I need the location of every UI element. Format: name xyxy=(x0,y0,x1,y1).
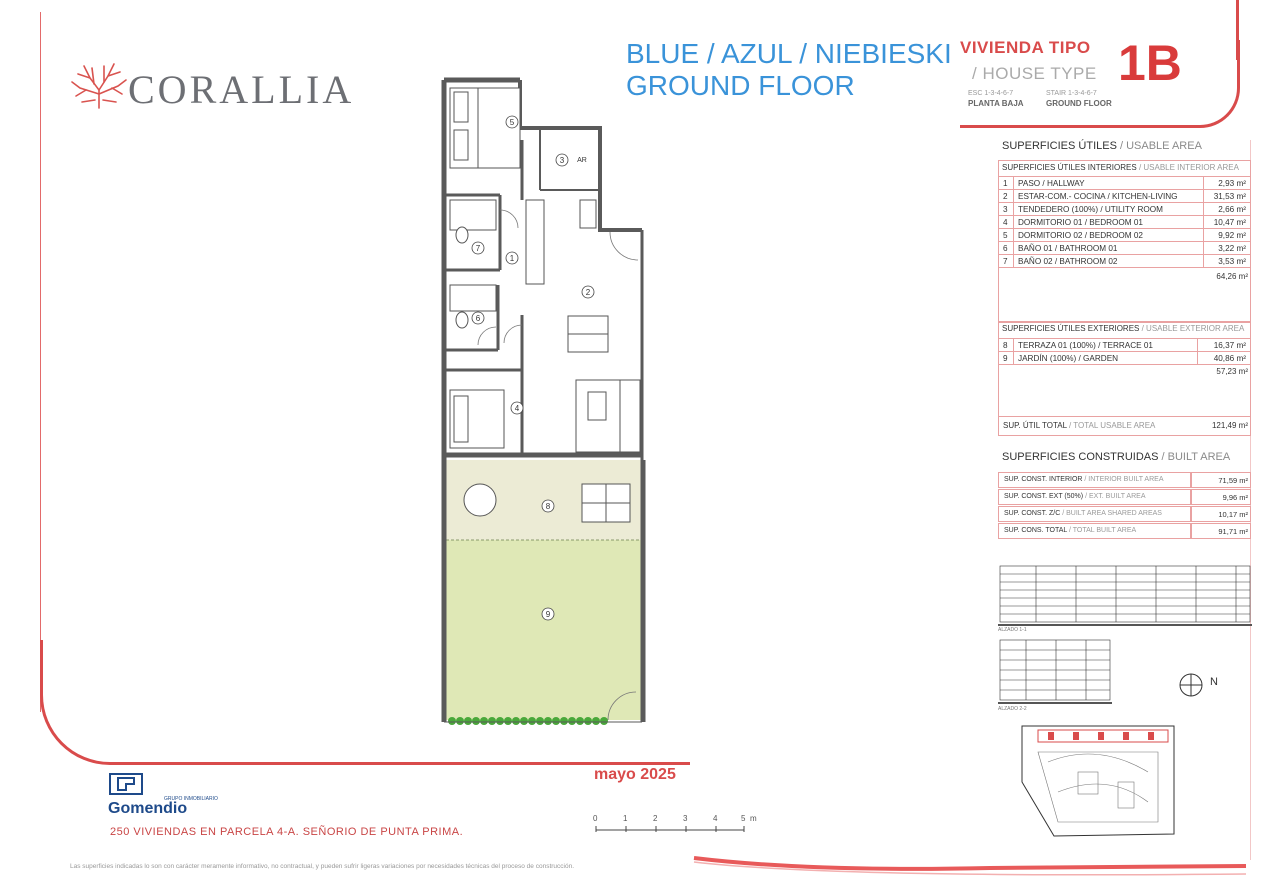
built-row-label-en: / TOTAL BUILT AREA xyxy=(1068,527,1137,534)
interior-row-value: 2,93 m² xyxy=(1204,177,1251,190)
room-5-label: 5 xyxy=(509,118,515,127)
coral-logo-icon xyxy=(70,60,128,110)
interior-row-value: 9,92 m² xyxy=(1204,229,1251,242)
footer-swoosh xyxy=(690,852,1250,880)
exterior-row-value: 16,37 m² xyxy=(1198,339,1251,352)
built-row-value: 91,71 m² xyxy=(1218,527,1248,536)
elevation-a-label: ALZADO 1-1 xyxy=(998,627,1027,633)
usable-heading: SUPERFICIES ÚTILES / USABLE AREA xyxy=(1002,140,1202,152)
interior-row-label: TENDEDERO (100%) / UTILITY ROOM xyxy=(1014,203,1204,216)
built-row-label xyxy=(1004,510,1162,517)
developer-name: Gomendio xyxy=(108,800,188,817)
site-plan xyxy=(1018,722,1178,840)
title-line-2: GROUND FLOOR xyxy=(626,70,855,101)
interior-row xyxy=(999,216,1251,229)
room-8-label: 8 xyxy=(545,502,551,511)
garden-area xyxy=(446,540,642,720)
interior-total: 64,26 m² xyxy=(1216,272,1248,281)
exterior-divider xyxy=(998,321,1251,323)
floor-es: PLANTA BAJA xyxy=(968,99,1024,108)
gomendio-logo-icon xyxy=(108,772,144,796)
scale-4: 4 xyxy=(713,814,718,823)
stair-en: STAIR 1-3-4-6-7 xyxy=(1046,90,1097,97)
room-6-label: 6 xyxy=(475,314,481,323)
built-row-label-es: SUP. CONST. Z/C xyxy=(1004,510,1061,517)
exterior-row xyxy=(999,352,1251,365)
interior-row-label: PASO / HALLWAY xyxy=(1014,177,1204,190)
floor-en: GROUND FLOOR xyxy=(1046,99,1112,108)
interior-row-number: 3 xyxy=(999,203,1014,216)
house-type-code: 1B xyxy=(1118,35,1182,91)
scale-bar xyxy=(594,822,754,834)
built-row-value: 71,59 m² xyxy=(1218,476,1248,485)
exterior-heading: SUPERFICIES ÚTILES EXTERIORES / USABLE EXTERIOR AREA xyxy=(1002,324,1245,333)
interior-row-value: 10,47 m² xyxy=(1204,216,1251,229)
interior-row-number: 4 xyxy=(999,216,1014,229)
issue-date: mayo 2025 xyxy=(594,766,676,783)
interior-row xyxy=(999,203,1251,216)
interior-row-number: 6 xyxy=(999,242,1014,255)
built-row-label-es: SUP. CONST. INTERIOR xyxy=(1004,476,1083,483)
built-row-label xyxy=(1004,527,1136,534)
brand-name: CORALLIA xyxy=(128,67,355,112)
built-row-value: 10,17 m² xyxy=(1218,510,1248,519)
north-label: N xyxy=(1210,676,1218,688)
interior-row-number: 5 xyxy=(999,229,1014,242)
interior-row xyxy=(999,177,1251,190)
interior-row xyxy=(999,190,1251,203)
built-row-label-en: / EXT. BUILT AREA xyxy=(1085,493,1146,500)
floor-plan xyxy=(440,76,650,736)
interior-heading: SUPERFICIES ÚTILES INTERIORES / USABLE INTERIOR AREA xyxy=(1002,163,1239,172)
north-arrow-icon xyxy=(1178,672,1206,700)
scale-1: 1 xyxy=(623,814,628,823)
usable-total-label: SUP. ÚTIL TOTAL / TOTAL USABLE AREA xyxy=(1003,421,1156,430)
built-row-value: 9,96 m² xyxy=(1222,493,1248,502)
interior-row xyxy=(999,255,1251,268)
interior-row-number: 7 xyxy=(999,255,1014,268)
exterior-row-number: 8 xyxy=(999,339,1014,352)
frame-curve-bottom-left xyxy=(40,640,340,765)
exterior-row-number: 9 xyxy=(999,352,1014,365)
built-row-label-es: SUP. CONST. EXT (50%) xyxy=(1004,493,1084,500)
ar-label: AR xyxy=(577,157,587,164)
house-type-es: VIVIENDA TIPO xyxy=(960,38,1091,57)
exterior-total: 57,23 m² xyxy=(1216,367,1248,376)
built-row-label xyxy=(1004,493,1146,500)
project-name: 250 VIVIENDAS EN PARCELA 4-A. SEÑORIO DE PUNTA PRIMA. xyxy=(110,826,464,838)
frame-line-left xyxy=(40,12,41,712)
exterior-row-label: JARDÍN (100%) / GARDEN xyxy=(1014,352,1198,365)
interior-row xyxy=(999,229,1251,242)
interior-row-value: 3,53 m² xyxy=(1204,255,1251,268)
interior-row-number: 1 xyxy=(999,177,1014,190)
interior-row-number: 2 xyxy=(999,190,1014,203)
scale-unit: m xyxy=(750,814,757,823)
room-9-label: 9 xyxy=(545,610,551,619)
built-row-label-en: / BUILT AREA SHARED AREAS xyxy=(1062,510,1162,517)
interior-row-label: DORMITORIO 01 / BEDROOM 01 xyxy=(1014,216,1204,229)
interior-row-value: 31,53 m² xyxy=(1204,190,1251,203)
room-1-label: 1 xyxy=(509,254,515,263)
exterior-row-value: 40,86 m² xyxy=(1198,352,1251,365)
title-line-1: BLUE / AZUL / NIEBIESKI xyxy=(626,38,952,69)
interior-row-value: 3,22 m² xyxy=(1204,242,1251,255)
built-row-label xyxy=(1004,476,1164,483)
built-row-label-es: SUP. CONS. TOTAL xyxy=(1004,527,1068,534)
disclaimer: Las superficies indicadas lo son con carácter meramente informativo, no contractual, y pueden sufrir ligeras variaciones por necesidades técnicas del proceso de construcción. xyxy=(70,863,575,870)
frame-line-bottom xyxy=(330,762,690,765)
room-4-label: 4 xyxy=(514,404,520,413)
scale-5: 5 xyxy=(741,814,746,823)
stair-es: ESC 1-3-4-6-7 xyxy=(968,90,1014,97)
interior-row-value: 2,66 m² xyxy=(1204,203,1251,216)
exterior-row-label: TERRAZA 01 (100%) / TERRACE 01 xyxy=(1014,339,1198,352)
room-3-label: 3 xyxy=(559,156,565,165)
built-row-label-en: / INTERIOR BUILT AREA xyxy=(1084,476,1164,483)
room-7-label: 7 xyxy=(475,244,481,253)
developer-group: GRUPO INMOBILIARIO xyxy=(164,796,218,802)
scale-3: 3 xyxy=(683,814,688,823)
interior-row-label: DORMITORIO 02 / BEDROOM 02 xyxy=(1014,229,1204,242)
interior-row-label: ESTAR-COM.- COCINA / KITCHEN-LIVING xyxy=(1014,190,1204,203)
usable-total-value: 121,49 m² xyxy=(1211,421,1248,430)
scale-0: 0 xyxy=(593,814,598,823)
plan-title xyxy=(626,38,952,102)
exterior-row xyxy=(999,339,1251,352)
interior-table xyxy=(998,176,1251,268)
interior-row xyxy=(999,242,1251,255)
exterior-table xyxy=(998,338,1251,365)
house-type-en: / HOUSE TYPE xyxy=(972,64,1097,83)
interior-row-label: BAÑO 01 / BATHROOM 01 xyxy=(1014,242,1204,255)
interior-row-label: BAÑO 02 / BATHROOM 02 xyxy=(1014,255,1204,268)
elevation-drawings xyxy=(996,560,1256,730)
room-2-label: 2 xyxy=(585,288,591,297)
built-heading: SUPERFICIES CONSTRUIDAS / BUILT AREA xyxy=(1002,451,1231,463)
elevation-b-label: ALZADO 2-2 xyxy=(998,706,1027,712)
scale-2: 2 xyxy=(653,814,658,823)
